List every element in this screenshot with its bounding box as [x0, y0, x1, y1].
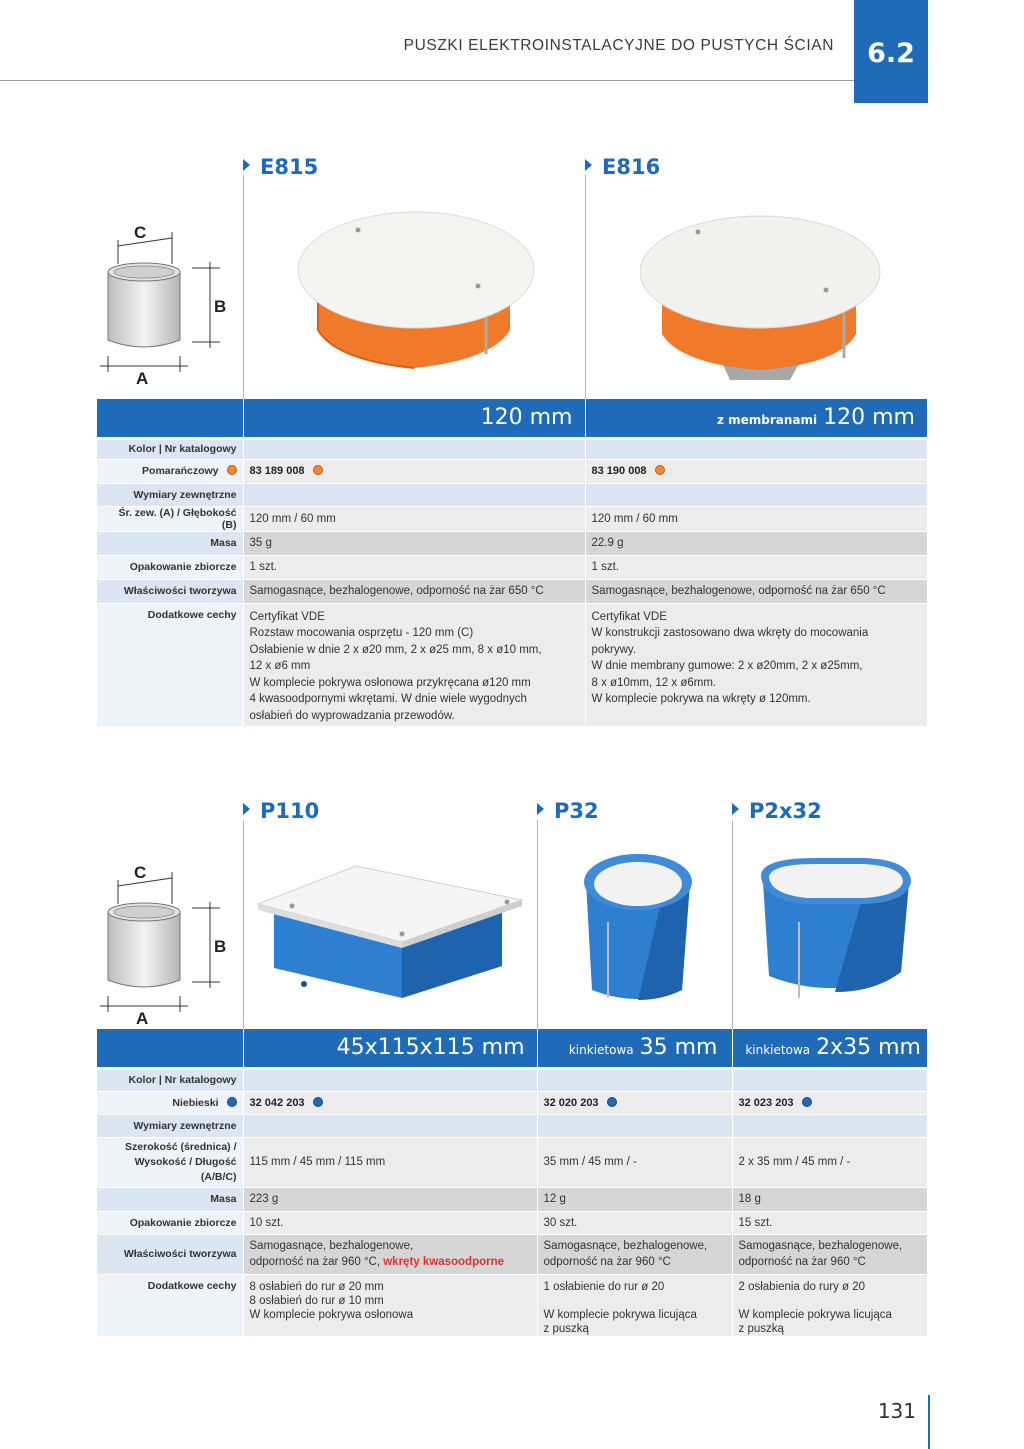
spec-table-e815-e816: [97, 399, 927, 727]
pack-value: 1 szt.: [585, 555, 927, 579]
arrow-right-icon: [243, 803, 250, 815]
dims-value: 2 x 35 mm / 45 mm / -: [732, 1137, 927, 1187]
catalog-number: 83 189 008: [243, 459, 585, 483]
row-label-masa: Masa: [97, 1187, 243, 1211]
dimension-diagram: [96, 220, 236, 390]
props-value: Samogasnące, bezhalogenowe, odporność na żar 650 °C: [243, 579, 585, 603]
section-badge: 6.2: [854, 0, 928, 103]
row-label-features: Dodatkowe cechy: [97, 603, 243, 726]
dimension-label-c: C: [134, 223, 147, 242]
props-value: Samogasnące, bezhalogenowe, odporność na żar 960 °C: [537, 1234, 732, 1274]
header-cell-e816: z membranami 120 mm: [585, 399, 927, 438]
dims-value: 115 mm / 45 mm / 115 mm: [243, 1137, 537, 1187]
blue-dot-icon: [607, 1097, 617, 1107]
dimension-label-b: B: [214, 297, 227, 316]
column-divider: [585, 175, 586, 400]
page-number: 131: [877, 1399, 916, 1423]
column-divider: [537, 820, 538, 1030]
dimension-diagram: [96, 860, 236, 1030]
row-label-dims: Szerokość (średnica) / Wysokość / Długość (A/B/C): [97, 1137, 243, 1187]
blue-dot-icon: [802, 1097, 812, 1107]
orange-dot-icon: [313, 465, 323, 475]
column-divider: [243, 175, 244, 400]
product-title-e815: E815: [243, 155, 318, 179]
catalog-number: 32 023 203: [732, 1091, 927, 1114]
column-divider: [243, 820, 244, 1030]
props-highlight: wkręty kwasoodporne: [383, 1256, 505, 1268]
arrow-right-icon: [537, 803, 544, 815]
props-value: Samogasnące, bezhalogenowe, odporność na żar 650 °C: [585, 579, 927, 603]
blue-dot-icon: [227, 1097, 237, 1107]
row-label-props: Właściwości tworzywa: [97, 579, 243, 603]
product-image-p2x32: [755, 852, 915, 1012]
features-value: 1 osłabienie do rur ø 20 W komplecie pokrywa licująca z puszką: [537, 1274, 732, 1336]
header-cell-p2x32: kinkietowa 2x35 mm: [732, 1029, 927, 1068]
dimension-label-a: A: [136, 1009, 149, 1028]
dimension-label-b: B: [214, 937, 227, 956]
arrow-right-icon: [732, 803, 739, 815]
product-title-p110: P110: [243, 799, 319, 823]
product-image-e815: [296, 210, 542, 380]
page-number-divider: [928, 1395, 930, 1449]
spec-table-p110-p32-p2x32: [97, 1029, 927, 1337]
features-value: Certyfikat VDE W konstrukcji zastosowano dwa wkręty do mocowania pokrywy. W dnie membrany gumowe: 2 x ø20mm, 2 x ø25mm, 8 x ø10mm, 12 x ø6mm. W komplecie pokrywa na wkręty ø 120mm.: [585, 603, 927, 726]
pack-value: 15 szt.: [732, 1211, 927, 1234]
product-title-p2x32: P2x32: [732, 799, 822, 823]
pack-value: 30 szt.: [537, 1211, 732, 1234]
product-title-p32: P32: [537, 799, 599, 823]
row-label-pack: Opakowanie zbiorcze: [97, 1211, 243, 1234]
arrow-right-icon: [585, 159, 592, 171]
product-title-e816: E816: [585, 155, 660, 179]
pack-value: 1 szt.: [243, 555, 585, 579]
header-divider: [0, 80, 854, 81]
mass-value: 12 g: [537, 1187, 732, 1211]
row-label-color: Pomarańczowy: [97, 459, 243, 483]
pack-value: 10 szt.: [243, 1211, 537, 1234]
dims-value: 120 mm / 60 mm: [585, 506, 927, 531]
catalog-number: 32 042 203: [243, 1091, 537, 1114]
mass-value: 18 g: [732, 1187, 927, 1211]
product-image-e816: [640, 208, 886, 388]
mass-value: 22.9 g: [585, 531, 927, 555]
features-value: Certyfikat VDE Rozstaw mocowania osprzętu - 120 mm (C) Osłabienie w dnie 2 x ø20 mm, 2 x ø25 mm, 8 x ø10 mm, 12 x ø6 mm W komplecie pokrywa osłonowa przykręcana ø120 mm 4 kwasoodpornymi wkrętami. W dnie wiele wygodnych osłabień do wyprowadzania przewodów.: [243, 603, 585, 726]
column-divider: [732, 820, 733, 1030]
arrow-right-icon: [243, 159, 250, 171]
row-label-masa: Masa: [97, 531, 243, 555]
row-label-props: Właściwości tworzywa: [97, 1234, 243, 1274]
header-cell-p110: 45x115x115 mm: [243, 1029, 537, 1068]
blue-dot-icon: [313, 1097, 323, 1107]
orange-dot-icon: [227, 465, 237, 475]
orange-dot-icon: [655, 465, 665, 475]
dims-value: 120 mm / 60 mm: [243, 506, 585, 531]
dims-value: 35 mm / 45 mm / -: [537, 1137, 732, 1187]
row-label-wymiary: Wymiary zewnętrzne: [97, 1114, 243, 1137]
row-label-kolor: Kolor | Nr katalogowy: [97, 438, 243, 459]
row-label-color: Niebieski: [97, 1091, 243, 1114]
catalog-number: 32 020 203: [537, 1091, 732, 1114]
catalog-number: 83 190 008: [585, 459, 927, 483]
header-cell-e815: 120 mm: [243, 399, 585, 438]
features-value: 8 osłabień do rur ø 20 mm 8 osłabień do rur ø 10 mm W komplecie pokrywa osłonowa: [243, 1274, 537, 1336]
dimension-label-a: A: [136, 369, 149, 388]
row-label-dims: Śr. zew. (A) / Głębokość (B): [97, 506, 243, 531]
row-label-pack: Opakowanie zbiorcze: [97, 555, 243, 579]
props-value: Samogasnące, bezhalogenowe, odporność na żar 960 °C, wkręty kwasoodporne: [243, 1234, 537, 1274]
row-label-kolor: Kolor | Nr katalogowy: [97, 1068, 243, 1091]
row-label-features: Dodatkowe cechy: [97, 1274, 243, 1336]
row-label-wymiary: Wymiary zewnętrzne: [97, 483, 243, 506]
product-image-p110: [252, 858, 532, 1008]
features-value: 2 osłabienia do rury ø 20 W komplecie pokrywa licująca z puszką: [732, 1274, 927, 1336]
product-image-p32: [578, 850, 698, 1010]
props-value: Samogasnące, bezhalogenowe, odporność na żar 960 °C: [732, 1234, 927, 1274]
dimension-label-c: C: [134, 863, 147, 882]
header-cell-p32: kinkietowa 35 mm: [537, 1029, 732, 1068]
mass-value: 223 g: [243, 1187, 537, 1211]
header-title: PUSZKI ELEKTROINSTALACYJNE DO PUSTYCH ŚCIAN: [403, 37, 834, 54]
mass-value: 35 g: [243, 531, 585, 555]
